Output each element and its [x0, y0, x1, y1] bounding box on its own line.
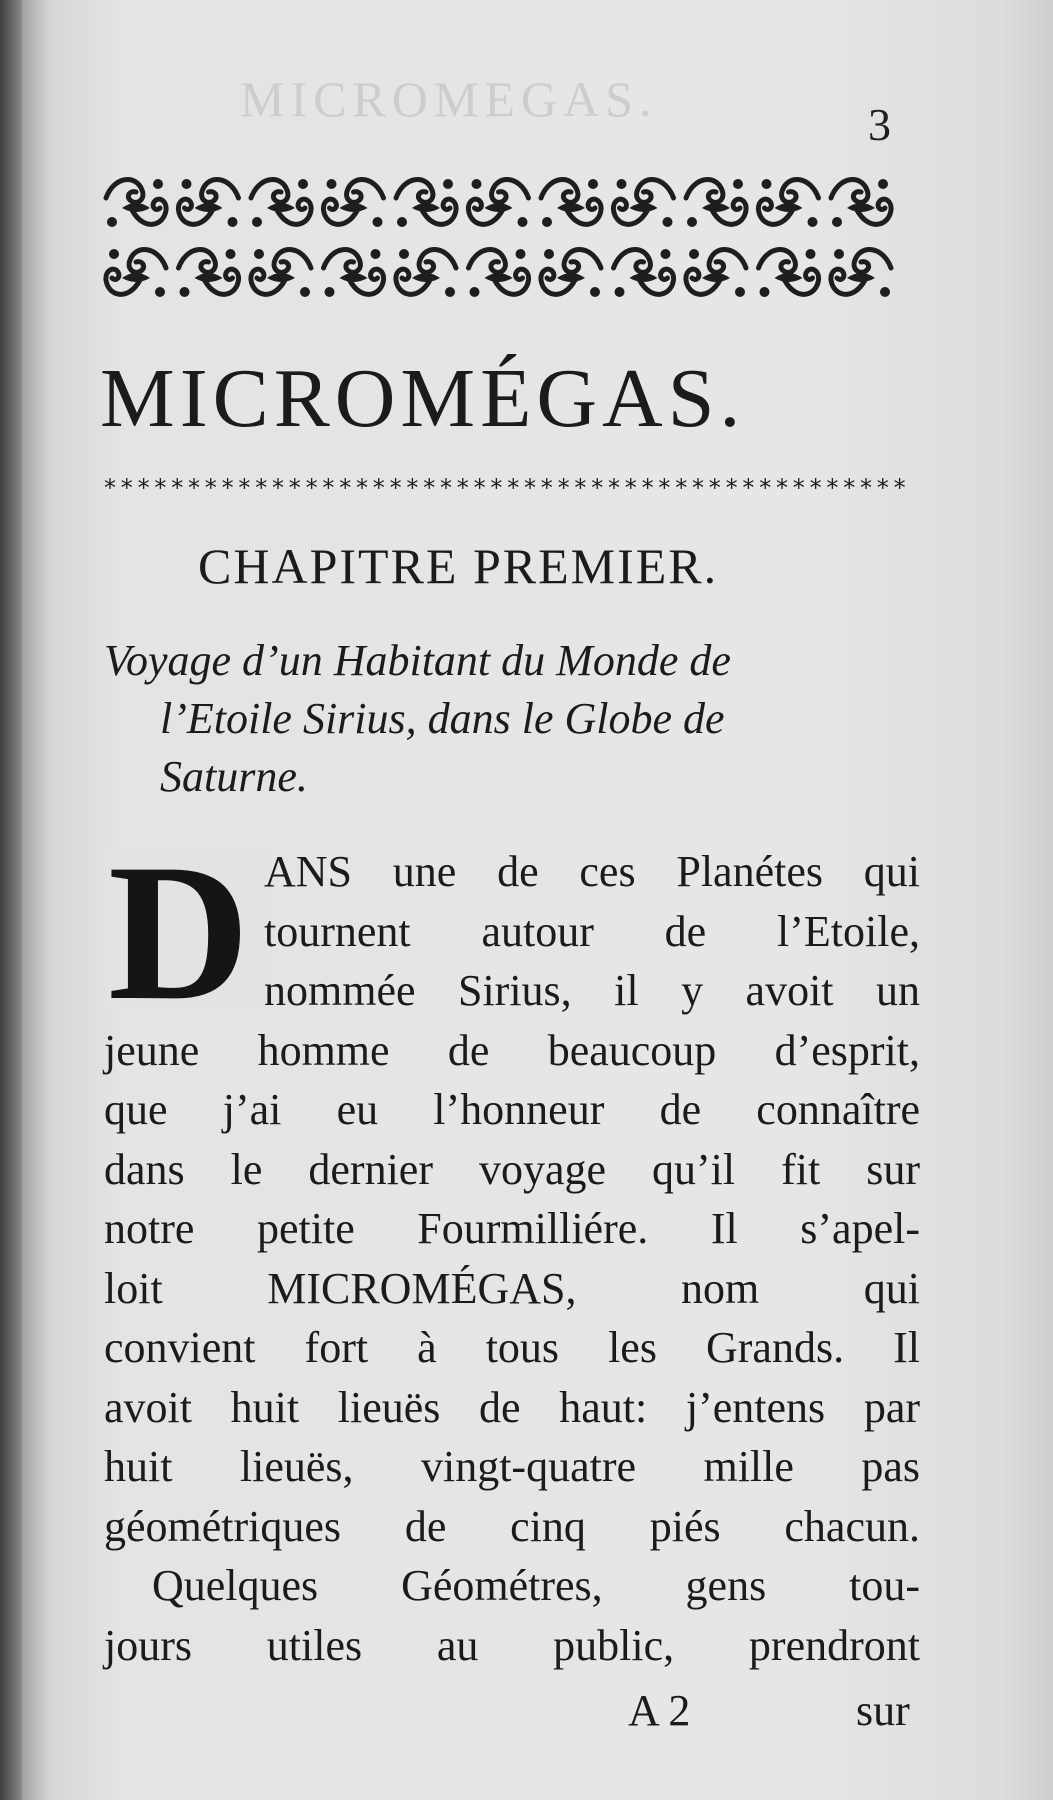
page-number: 3 — [868, 99, 891, 150]
body-line: tournent autour de l’Etoile, — [264, 906, 920, 956]
body-line: jours utiles au public, prendront — [104, 1620, 920, 1670]
page-gutter-shadow — [0, 0, 22, 1800]
rule-asterisk: * — [339, 474, 352, 500]
rule-asterisk: * — [104, 474, 116, 500]
fleuron-ornament — [179, 249, 239, 297]
fleuron-ornament — [686, 249, 746, 297]
rule-asterisk: * — [776, 474, 788, 500]
rule-asterisk: * — [524, 474, 536, 500]
rule-asterisk: * — [792, 474, 805, 500]
fleuron-ornament — [541, 179, 601, 227]
fleuron-ornament — [396, 179, 456, 227]
rule-asterisk: * — [372, 474, 385, 500]
subtitle-line: l’Etoile Sirius, dans le Globe de — [160, 694, 725, 743]
fleuron-ornament — [759, 249, 819, 297]
fleuron-ornament — [686, 179, 746, 227]
catchword: sur — [856, 1686, 910, 1735]
rule-asterisk: * — [272, 474, 284, 500]
rule-asterisk: * — [120, 474, 133, 500]
chapter-subtitle — [104, 632, 926, 806]
rule-asterisk: * — [423, 474, 436, 500]
rule-asterisk: * — [557, 474, 570, 500]
rule-asterisk: * — [843, 474, 856, 500]
body-line: avoit huit lieuës de haut: j’entens par — [104, 1382, 920, 1432]
rule-asterisk: * — [305, 474, 318, 500]
fleuron-ornament — [106, 179, 166, 227]
rule-asterisk: * — [322, 474, 335, 500]
asterisk-rule — [100, 470, 916, 500]
rule-asterisk: * — [188, 474, 200, 500]
body-line: que j’ai eu l’honneur de connaître — [104, 1085, 920, 1134]
rule-asterisk: * — [221, 474, 234, 500]
rule-asterisk: * — [608, 474, 620, 500]
rule-asterisk: * — [389, 474, 402, 500]
rule-asterisk: * — [406, 474, 419, 500]
subtitle-line: Voyage d’un Habitant du Monde de — [104, 636, 731, 685]
rule-asterisk: * — [624, 474, 637, 500]
body-line: dans le dernier voyage qu’il fit sur — [104, 1144, 920, 1194]
fleuron-ornament — [251, 249, 311, 297]
fleuron-ornament — [106, 249, 166, 297]
fleuron-ornament — [324, 249, 384, 297]
rule-asterisk: * — [860, 474, 872, 500]
body-line: nommée Sirius, il y avoit un — [264, 966, 920, 1015]
rule-asterisk: * — [473, 474, 486, 500]
rule-asterisk: * — [171, 474, 184, 500]
body-line: géométriques de cinq piés chacun. — [104, 1501, 920, 1551]
rule-asterisk: * — [809, 474, 822, 500]
fleuron-ornament — [758, 179, 818, 227]
rule-asterisk: * — [893, 474, 906, 500]
rule-asterisk: * — [641, 474, 654, 500]
rule-asterisk: * — [440, 474, 452, 500]
rule-asterisk: * — [725, 474, 738, 500]
signature-mark: A 2 — [628, 1686, 691, 1735]
body-line: convient fort à tous les Grands. Il — [104, 1323, 920, 1372]
fleuron-ornament — [613, 179, 673, 227]
bleed-through-header: MICROMEGAS. — [240, 71, 658, 127]
body-line: jeune homme de beaucoup d’esprit, — [104, 1025, 920, 1075]
rule-asterisk: * — [356, 474, 368, 500]
rule-asterisk: * — [238, 474, 251, 500]
ornamental-headpiece — [100, 168, 908, 310]
rule-asterisk: * — [204, 474, 217, 500]
body-line: ANS une de ces Planétes qui — [264, 847, 920, 896]
subtitle-line: Saturne. — [160, 752, 308, 801]
body-line: huit lieuës, vingt-quatre mille pas — [104, 1442, 920, 1491]
rule-asterisk: * — [759, 474, 772, 500]
body-line: loit MICROMÉGAS, nom qui — [104, 1263, 920, 1313]
fleuron-ornament — [468, 179, 528, 227]
fleuron-ornament — [614, 249, 674, 297]
rule-asterisk: * — [658, 474, 671, 500]
rule-asterisk: * — [675, 474, 688, 500]
chapter-heading: CHAPITRE PREMIER. — [198, 538, 719, 594]
rule-asterisk: * — [154, 474, 167, 500]
fleuron-ornament — [251, 179, 311, 227]
fleuron-ornament — [396, 249, 456, 297]
rule-asterisk: * — [826, 474, 839, 500]
book-title: MICROMÉGAS. — [100, 352, 746, 445]
fleuron-ornament — [831, 249, 891, 297]
fleuron-ornament — [831, 179, 891, 227]
fleuron-ornament — [469, 249, 529, 297]
body-line: Quelques Géométres, gens tou- — [152, 1561, 920, 1610]
body-line: notre petite Fourmilliére. Il s’apel- — [104, 1204, 920, 1253]
fleuron-ornament — [323, 179, 383, 227]
rule-asterisk: * — [591, 474, 604, 500]
rule-asterisk: * — [507, 474, 520, 500]
rule-asterisk: * — [288, 474, 301, 500]
rule-asterisk: * — [742, 474, 755, 500]
rule-asterisk: * — [137, 474, 150, 500]
rule-asterisk: * — [456, 474, 469, 500]
rule-asterisk: * — [574, 474, 587, 500]
rule-asterisk: * — [490, 474, 503, 500]
drop-capital-letter: D — [108, 848, 250, 1008]
rule-asterisk: * — [540, 474, 553, 500]
rule-asterisk: * — [692, 474, 704, 500]
fleuron-ornament — [541, 249, 601, 297]
body-text — [104, 842, 920, 1675]
rule-asterisk: * — [876, 474, 889, 500]
rule-asterisk: * — [708, 474, 721, 500]
fleuron-ornament — [178, 179, 238, 227]
rule-asterisk: * — [255, 474, 268, 500]
